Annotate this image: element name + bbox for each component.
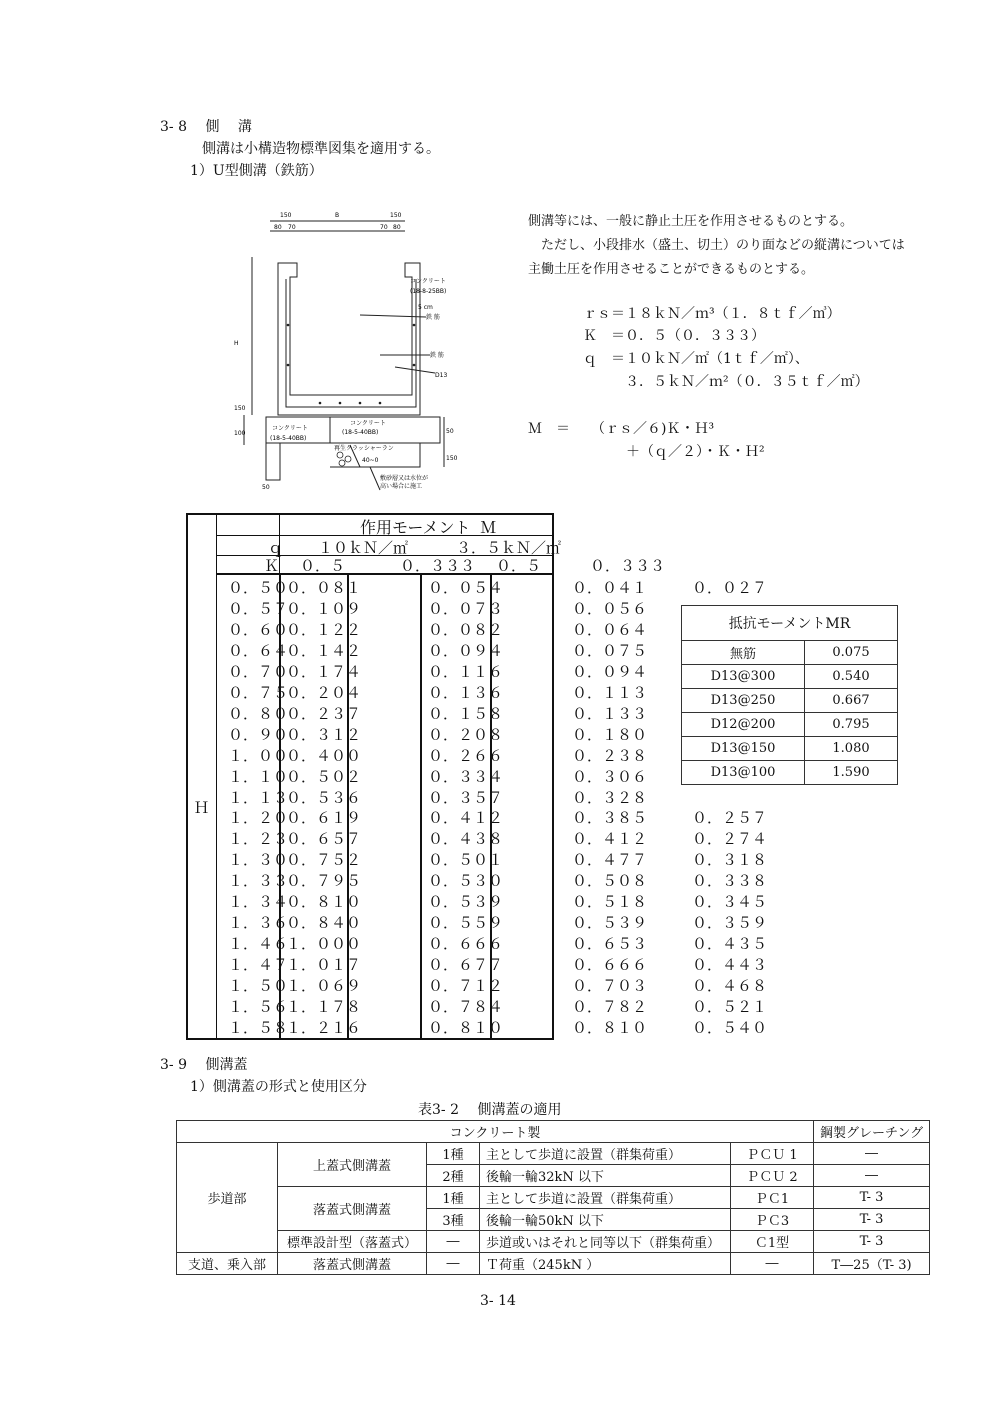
formula-m2: ＋（ｑ／２）・Ｋ・Ｈ² <box>528 444 765 460</box>
label-concrete-3-spec: (18-5-40BB) <box>342 429 379 436</box>
header-steel: 鋼製グレーチング <box>814 1121 930 1143</box>
m-q10-k0333: ０．４３８ <box>428 830 504 849</box>
dim-side-150: 150 <box>234 405 246 412</box>
m-q35-k05: ０．６６６ <box>572 956 648 975</box>
m-q10-k05: １．０００ <box>286 935 362 954</box>
h-value: ０．９０ <box>228 725 289 744</box>
kind: 1種 <box>427 1187 480 1209</box>
h-value: １．５８ <box>228 1018 289 1037</box>
mr-rebar: D13@100 <box>682 761 805 785</box>
m-q10-k05: １．１７８ <box>286 998 362 1016</box>
use: 歩道或いはそれと同等以下（群集荷重） <box>480 1231 731 1253</box>
h-value: １．２３ <box>228 830 289 849</box>
m-q35-k0333: ０．０２７ <box>692 579 768 597</box>
m-q10-k0333: ０．１５８ <box>428 704 504 723</box>
section-3-8-intro: 側溝は小構造物標準図集を適用する。 <box>202 141 440 157</box>
m-q10-k05: ０．６５７ <box>286 830 362 849</box>
h-value: １．００ <box>228 746 289 765</box>
h-value: １．５６ <box>228 998 289 1016</box>
section-3-9-subtitle: 1）側溝蓋の形式と使用区分 <box>190 1079 367 1095</box>
m-q35-k05: ０．１８０ <box>572 725 648 744</box>
concrete-spec: ＰＣ1 <box>731 1187 814 1209</box>
dim-top2-1: 80 <box>274 224 282 231</box>
m-q35-k0333: ０．５４０ <box>692 1018 768 1037</box>
use: Ｔ荷重（245kN ） <box>480 1253 731 1275</box>
type-upper: 上蓋式側溝蓋 <box>278 1143 427 1187</box>
m-q10-k0333: ０．３３４ <box>428 767 504 786</box>
use: 後輪一輪50kN 以下 <box>480 1209 731 1231</box>
m-q10-k0333: ０．０８２ <box>428 620 504 639</box>
type-drop: 落蓋式側溝蓋 <box>278 1187 427 1231</box>
note-line-1: 側溝等には、一般に静止土圧を作用させるものとする。 <box>528 214 854 229</box>
mr-value: 0.075 <box>805 641 898 665</box>
label-concrete-2: コンクリート <box>272 425 308 432</box>
m-q35-k0333: ０．３５９ <box>692 914 768 933</box>
earth-pressure-notes <box>528 210 905 282</box>
mr-value: 0.795 <box>805 713 898 737</box>
m-q10-k05: ０．６１９ <box>286 809 362 828</box>
mr-rebar: 無筋 <box>682 641 805 665</box>
m-q35-k05: ０．７８２ <box>572 998 648 1016</box>
m-q10-k0333: ０．５３９ <box>428 893 504 912</box>
mr-rebar: D13@300 <box>682 665 805 689</box>
m-q35-k05: ０．８１０ <box>572 1018 648 1037</box>
kind: 2種 <box>427 1165 480 1187</box>
m-q10-k05: ０．４００ <box>286 746 362 765</box>
h-value: １．１０ <box>228 767 289 786</box>
mr-value: 0.667 <box>805 689 898 713</box>
m-q35-k05: ０．１１３ <box>572 683 648 702</box>
m-q35-k05: ０．５０８ <box>572 872 648 891</box>
mr-rebar: D12@200 <box>682 713 805 737</box>
m-q10-k0333: ０．５０１ <box>428 851 504 870</box>
m-q10-k0333: ０．４１２ <box>428 809 504 828</box>
m-q35-k05: ０．０７５ <box>572 641 648 660</box>
m-q35-k0333: ０．４４３ <box>692 956 768 975</box>
formula-m: Ｍ ＝ （ｒｓ／６)Ｋ・Ｈ³ <box>528 421 715 437</box>
use: 主として歩道に設置（群集荷重） <box>480 1143 731 1165</box>
dim-top2-2: 70 <box>288 224 296 231</box>
formula-q1: ｑ ＝１０ｋＮ／㎡（1ｔｆ／㎡）、 <box>583 351 809 367</box>
m-q35-k05: ０．１３３ <box>572 704 648 723</box>
m-q10-k05: ０．１７４ <box>286 662 362 681</box>
label-rebar-1: 鉄 筋 <box>426 314 440 321</box>
m-q35-k05: ０．２３８ <box>572 746 648 765</box>
steel-spec: ― <box>814 1143 930 1165</box>
h-value: １．４７ <box>228 956 289 975</box>
page-number: 3- 14 <box>480 1293 516 1309</box>
h-value: １．４６ <box>228 935 289 954</box>
m-q35-k0333: ０．４６８ <box>692 977 768 996</box>
m-q10-k05: ０．５０２ <box>286 767 362 786</box>
dim-side-150b: 150 <box>446 455 458 462</box>
m-q35-k0333: ０．３４５ <box>692 893 768 912</box>
table-row <box>682 737 898 761</box>
h-value: １．３０ <box>228 851 289 870</box>
m-q10-k0333: ０．１３６ <box>428 683 504 702</box>
mr-rebar: D13@150 <box>682 737 805 761</box>
m-q10-k0333: ０．６６６ <box>428 935 504 954</box>
h-value: ０．５０ <box>228 579 289 597</box>
m-q35-k05: ０．０４１ <box>572 579 648 597</box>
m-q10-k0333: ０．５３０ <box>428 872 504 891</box>
k-value-2: ０．３３３ <box>400 557 476 575</box>
use: 後輪一輪32kN 以下 <box>480 1165 731 1187</box>
use: 主として歩道に設置（群集荷重） <box>480 1187 731 1209</box>
mr-rebar: D13@250 <box>682 689 805 713</box>
m-q10-k05: １．２１６ <box>286 1018 362 1037</box>
h-value: ０．５７ <box>228 599 289 618</box>
m-q35-k05: ０．３８５ <box>572 809 648 828</box>
k-value-3: ０．５ <box>496 557 542 575</box>
k-value-1: ０．５ <box>300 557 346 575</box>
m-q10-k0333: ０．３５７ <box>428 788 504 807</box>
m-q10-k05: １．０１７ <box>286 956 362 975</box>
m-q10-k0333: ０．０５４ <box>428 579 504 597</box>
m-q35-k0333: ０．４３５ <box>692 935 768 954</box>
m-q10-k0333: ０．０９４ <box>428 641 504 660</box>
type-road: 落蓋式側溝蓋 <box>278 1253 427 1275</box>
label-concrete-1-spec: (18-8-25BB) <box>410 288 447 295</box>
m-q10-k05: ０．１４２ <box>286 641 362 660</box>
steel-spec: ― <box>814 1165 930 1187</box>
m-q10-k05: ０．８１０ <box>286 893 362 912</box>
concrete-spec: ＰＣ3 <box>731 1209 814 1231</box>
concrete-spec: ＰＣＵ 1 <box>731 1143 814 1165</box>
m-q10-k0333: ０．７１２ <box>428 977 504 996</box>
m-q35-k05: ０．３２８ <box>572 788 648 807</box>
header-concrete: コンクリート製 <box>177 1121 814 1143</box>
label-concrete-1: コンクリート <box>410 278 446 285</box>
label-d13: D13 <box>435 372 448 379</box>
h-label: Ｈ <box>194 799 210 817</box>
mr-value: 0.540 <box>805 665 898 689</box>
dim-top-3: 150 <box>390 212 402 219</box>
steel-spec: T- 3 <box>814 1187 930 1209</box>
category-sidewalk: 歩道部 <box>177 1143 278 1253</box>
q-label: ｑ <box>268 539 284 557</box>
label-40-0: 40~0 <box>362 457 379 464</box>
category-road: 支道、乗入部 <box>177 1253 278 1275</box>
m-q10-k0333: ０．７８４ <box>428 998 504 1016</box>
table-row <box>682 689 898 713</box>
h-value: １．３３ <box>228 872 289 891</box>
note-line-2: ただし、小段排水（盛土、切土）のり面などの縦溝については <box>528 238 905 253</box>
m-q35-k0333: ０．３１８ <box>692 851 768 870</box>
dim-top2-4: 80 <box>393 224 401 231</box>
resistance-moment-table <box>681 605 898 785</box>
m-q10-k05: ０．７５２ <box>286 851 362 870</box>
moment-table-divider-h <box>216 513 217 1040</box>
m-q10-k0333: ０．５５９ <box>428 914 504 933</box>
kind: ― <box>427 1231 480 1253</box>
label-note-2: 高い場合に施工 <box>380 483 423 490</box>
q-value-2: ３．５ｋＮ／㎡ <box>456 539 562 557</box>
m-q10-k05: ０．１０９ <box>286 599 362 618</box>
k-value-4: ０．３３３ <box>590 557 666 575</box>
table-row <box>682 641 898 665</box>
dim-bottom-50: 50 <box>262 484 270 491</box>
h-value: ０．６０ <box>228 620 289 639</box>
dim-side-100: 100 <box>234 430 246 437</box>
formula-k: Ｋ ＝０．５（０．３３３） <box>583 328 765 344</box>
dim-side-h: H <box>234 340 239 347</box>
table-row <box>682 665 898 689</box>
h-value: １．５０ <box>228 977 289 996</box>
m-q10-k0333: ０．８１０ <box>428 1018 504 1037</box>
m-q10-k05: ０．５３６ <box>286 788 362 807</box>
dim-side-50: 50 <box>446 428 454 435</box>
concrete-spec: ＰＣＵ 2 <box>731 1165 814 1187</box>
h-value: ０．８０ <box>228 704 289 723</box>
label-crusher-run: 再生クラッシャーラン <box>334 445 394 452</box>
h-value: ０．７０ <box>228 662 289 681</box>
m-q10-k05: ０．２０４ <box>286 683 362 702</box>
dim-top-2: B <box>335 212 340 219</box>
m-q35-k0333: ０．２５７ <box>692 809 768 828</box>
h-value: １．２０ <box>228 809 289 828</box>
table-row <box>682 713 898 737</box>
m-q35-k05: ０．０６４ <box>572 620 648 639</box>
table-row <box>682 761 898 785</box>
m-q35-k0333: ０．５２１ <box>692 998 768 1016</box>
m-q35-k05: ０．５３９ <box>572 914 648 933</box>
m-q35-k05: ０．５１８ <box>572 893 648 912</box>
m-q35-k05: ０．４７７ <box>572 851 648 870</box>
dim-top-1: 150 <box>280 212 292 219</box>
label-concrete-3: コンクリート <box>350 420 386 427</box>
label-rebar-2: 鉄 筋 <box>430 352 444 359</box>
section-3-9-title: 3- 9 側溝蓋 <box>160 1057 248 1073</box>
mr-value: 1.080 <box>805 737 898 761</box>
mr-value: 1.590 <box>805 761 898 785</box>
m-q10-k0333: ０．１１６ <box>428 662 504 681</box>
section-3-8-subtitle: 1）U型側溝（鉄筋） <box>190 163 323 179</box>
mr-table-title: 抵抗モーメントMR <box>682 606 898 641</box>
q-value-1: １０ｋＮ／㎡ <box>318 539 409 557</box>
m-q35-k0333: ０．３３８ <box>692 872 768 891</box>
steel-spec: T- 3 <box>814 1209 930 1231</box>
concrete-spec: ― <box>731 1253 814 1275</box>
m-q35-k05: ０．０９４ <box>572 662 648 681</box>
h-value: １．１３ <box>228 788 289 807</box>
h-value: １．３６ <box>228 914 289 933</box>
m-q10-k0333: ０．０７３ <box>428 599 504 618</box>
m-q35-k05: ０．６５３ <box>572 935 648 954</box>
steel-spec: T―25（T- 3) <box>814 1253 930 1275</box>
h-value: １．３４ <box>228 893 289 912</box>
m-q10-k05: ０．３１２ <box>286 725 362 744</box>
m-q35-k05: ０．４１２ <box>572 830 648 849</box>
m-q10-k05: ０．１２２ <box>286 620 362 639</box>
moment-table-title: 作用モーメント Ｍ <box>360 518 497 537</box>
type-standard: 標準設計型（落蓋式） <box>278 1231 427 1253</box>
m-q10-k05: ０．７９５ <box>286 872 362 891</box>
m-q10-k0333: ０．２６６ <box>428 746 504 765</box>
m-q10-k05: ０．８４０ <box>286 914 362 933</box>
label-note-1: 敷砂層又は水位が <box>380 475 429 482</box>
label-concrete-2-spec: (18-5-40BB) <box>270 435 307 442</box>
u-ditch-drawing <box>230 205 458 491</box>
formula-q2: ３．５ｋＮ／ｍ²（０．３５ｔｆ／㎡） <box>583 374 869 390</box>
table-caption: 表3- 2 側溝蓋の適用 <box>418 1102 562 1118</box>
kind: ― <box>427 1253 480 1275</box>
m-q35-k05: ０．０５６ <box>572 599 648 618</box>
steel-spec: T- 3 <box>814 1231 930 1253</box>
m-q35-k05: ０．７０３ <box>572 977 648 996</box>
label-5cm: 5 cm <box>418 304 433 311</box>
m-q10-k05: １．０６９ <box>286 977 362 996</box>
cover-table <box>176 1120 930 1275</box>
m-q35-k05: ０．３０６ <box>572 767 648 786</box>
section-3-8-title: 3- 8 側 溝 <box>160 119 252 135</box>
kind: 3種 <box>427 1209 480 1231</box>
kind: 1種 <box>427 1143 480 1165</box>
m-q10-k05: ０．２３７ <box>286 704 362 723</box>
formula-rs: ｒｓ＝１８ｋＮ／ｍ³（１．８ｔｆ／㎥） <box>583 306 841 322</box>
h-value: ０．７５ <box>228 683 289 702</box>
m-q10-k0333: ０．６７７ <box>428 956 504 975</box>
concrete-spec: Ｃ1型 <box>731 1231 814 1253</box>
m-q35-k0333: ０．２７４ <box>692 830 768 849</box>
m-q10-k05: ０．０８１ <box>286 579 362 597</box>
k-label: Ｋ <box>264 557 280 575</box>
note-line-3: 主働土圧を作用させることができるものとする。 <box>528 262 815 277</box>
h-value: ０．６４ <box>228 641 289 660</box>
dim-top2-3: 70 <box>380 224 388 231</box>
m-q10-k0333: ０．２０８ <box>428 725 504 744</box>
